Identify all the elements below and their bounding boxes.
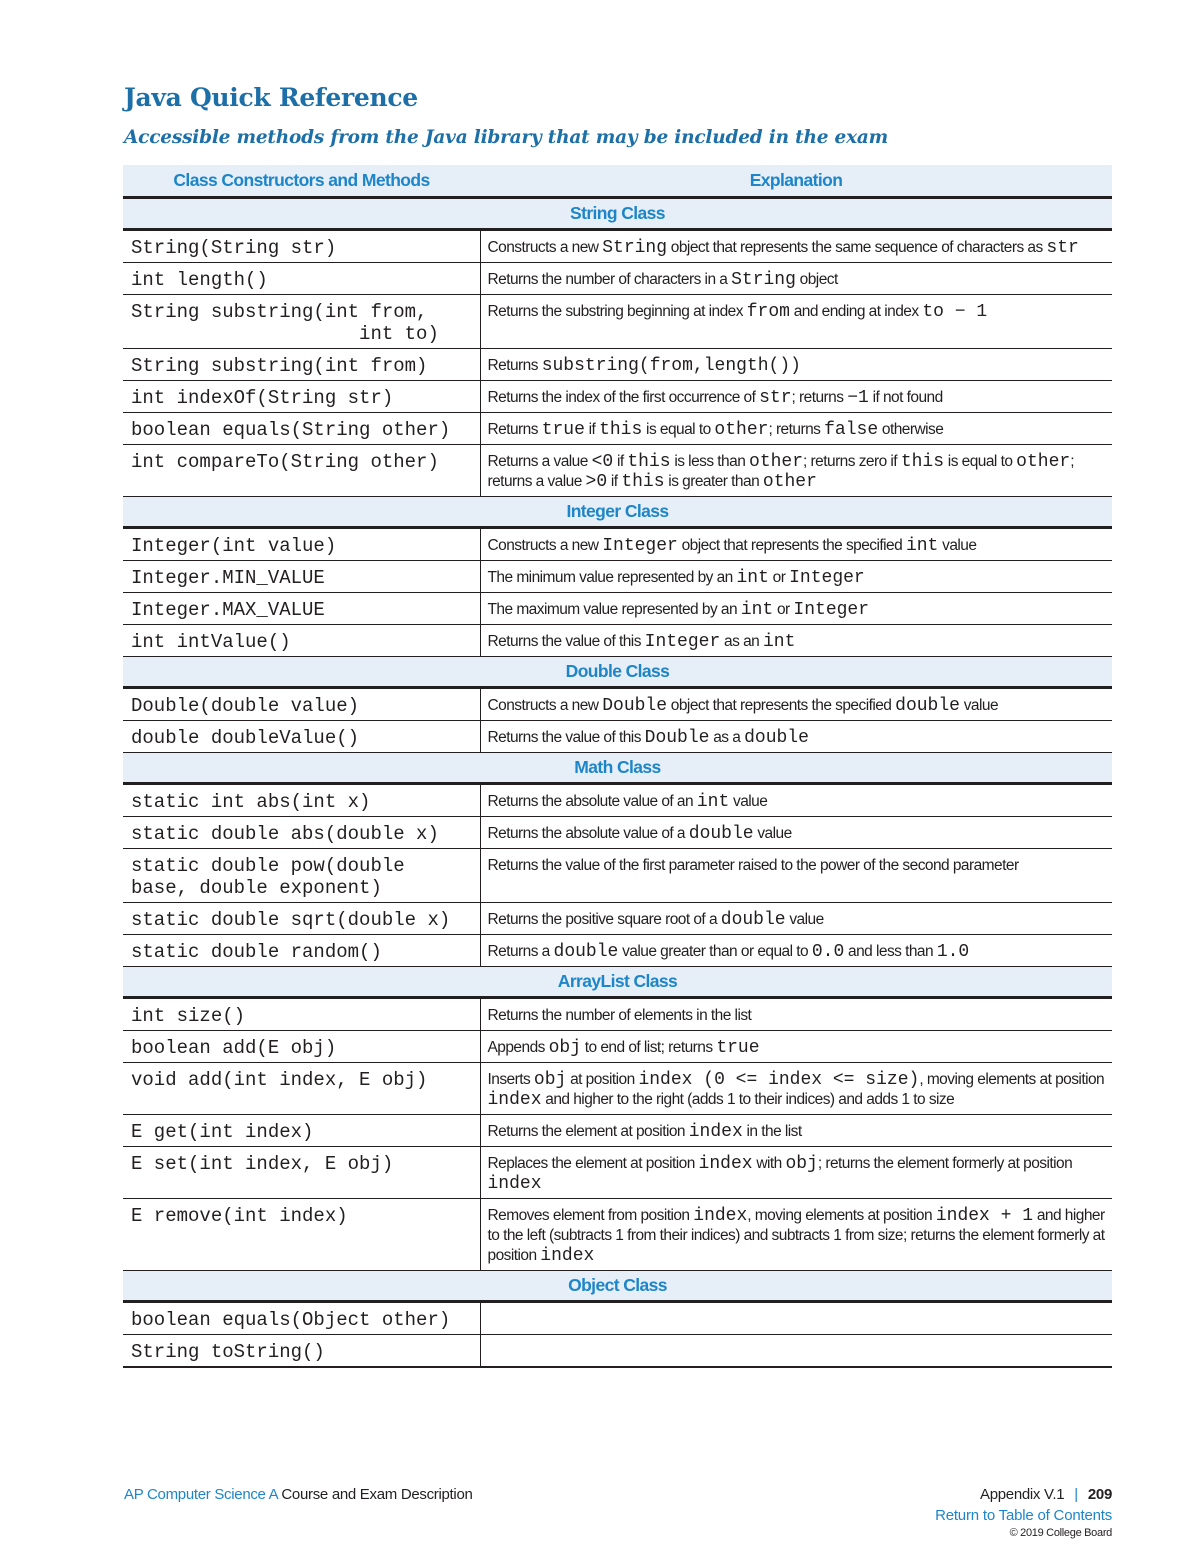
code-token: true [716, 1038, 760, 1058]
method-explanation [480, 1335, 1112, 1368]
table-row [123, 1302, 1112, 1335]
explanation-text: Appends [487, 1039, 549, 1056]
explanation-text: Constructs a new [487, 239, 603, 256]
table-row [123, 528, 1112, 561]
explanation-text: Returns the absolute value of an [487, 793, 697, 810]
table-row [123, 263, 1112, 295]
explanation-text: Returns the absolute value of a [487, 825, 689, 842]
section-header-row [123, 967, 1112, 998]
method-explanation [480, 381, 1112, 413]
code-token: index + 1 [935, 1206, 1034, 1226]
table-row [123, 817, 1112, 849]
method-explanation [480, 593, 1112, 625]
explanation-text: or [773, 601, 794, 618]
code-token: int [740, 600, 774, 620]
method-signature: int length() [123, 263, 480, 295]
code-token: 0.0 [811, 942, 845, 962]
code-token: this [627, 452, 671, 472]
method-signature: int indexOf(String str) [123, 381, 480, 413]
explanation-text: if [584, 421, 600, 438]
table-row [123, 1063, 1112, 1115]
code-token: 1.0 [936, 942, 970, 962]
code-token: double [744, 728, 809, 748]
method-explanation [480, 688, 1112, 721]
code-token: String [602, 238, 668, 258]
code-token: index [693, 1206, 748, 1226]
explanation-text: ; returns [768, 421, 825, 438]
section-header-row [123, 497, 1112, 528]
method-signature: String toString() [123, 1335, 480, 1368]
method-signature: String(String str) [123, 230, 480, 263]
explanation-text: is greater than [664, 473, 763, 490]
method-signature: int intValue() [123, 625, 480, 657]
section-title: ArrayList Class [123, 967, 1112, 998]
table-row [123, 1199, 1112, 1271]
method-explanation [480, 263, 1112, 295]
explanation-text: otherwise [878, 421, 944, 438]
code-token: obj [548, 1038, 582, 1058]
table-row [123, 625, 1112, 657]
code-token: obj [785, 1154, 818, 1174]
method-explanation [480, 445, 1112, 497]
code-token: this [621, 472, 665, 492]
code-token: index [698, 1154, 753, 1174]
explanation-text: Returns the number of characters in a [487, 271, 732, 288]
code-token: other [1016, 452, 1071, 472]
explanation-text: object that represents the specified [667, 697, 896, 714]
code-token: Integer [644, 632, 721, 652]
explanation-text: Returns a [487, 943, 554, 960]
footer-brand: AP Computer Science A [124, 1486, 278, 1503]
explanation-text: Inserts [487, 1071, 534, 1088]
method-explanation [480, 1147, 1112, 1199]
method-explanation [480, 230, 1112, 263]
method-explanation [480, 295, 1112, 349]
section-title: Math Class [123, 753, 1112, 784]
code-token: obj [533, 1070, 567, 1090]
method-explanation [480, 625, 1112, 657]
page-number: 209 [1087, 1486, 1112, 1503]
header-methods: Class Constructors and Methods [123, 165, 480, 198]
code-token: Integer [793, 600, 870, 620]
method-signature: int size() [123, 998, 480, 1031]
method-signature: String substring(int from, int to) [123, 295, 480, 349]
table-body [123, 198, 1112, 1368]
code-token: other [762, 472, 817, 492]
explanation-text: in the list [742, 1123, 802, 1140]
method-explanation [480, 1115, 1112, 1147]
explanation-text: ; returns zero if [803, 453, 901, 470]
method-signature: static double abs(double x) [123, 817, 480, 849]
method-explanation [480, 817, 1112, 849]
method-explanation [480, 721, 1112, 753]
explanation-text: The maximum value represented by an [487, 601, 741, 618]
table-header-row [123, 165, 1112, 198]
method-signature: static double pow(double base, double exponent) [123, 849, 480, 903]
explanation-text: Returns a value [487, 453, 592, 470]
code-token: double [720, 910, 786, 930]
explanation-text: value [753, 825, 792, 842]
method-signature: boolean add(E obj) [123, 1031, 480, 1063]
explanation-text: Returns the element at position [487, 1123, 689, 1140]
explanation-text: ; returns the element formerly at position [817, 1155, 1073, 1172]
code-token: str [1046, 238, 1079, 258]
section-title: String Class [123, 198, 1112, 230]
explanation-text: value [729, 793, 768, 810]
table-row [123, 903, 1112, 935]
code-token: true [541, 420, 585, 440]
section-header-row [123, 1271, 1112, 1302]
code-token: int [905, 536, 939, 556]
explanation-text: Returns the value of this [487, 729, 645, 746]
method-signature: Double(double value) [123, 688, 480, 721]
table-row [123, 295, 1112, 349]
code-token: this [900, 452, 945, 472]
explanation-text: , moving elements at position [919, 1071, 1105, 1088]
table-row [123, 561, 1112, 593]
table-row [123, 593, 1112, 625]
code-token: index [487, 1090, 542, 1110]
section-header-row [123, 753, 1112, 784]
method-explanation [480, 1199, 1112, 1271]
explanation-text: object that represents the specified [677, 537, 906, 554]
code-token: int [696, 792, 730, 812]
table-row [123, 1031, 1112, 1063]
table-row [123, 688, 1112, 721]
code-token: <0 [591, 452, 614, 472]
code-token: int [736, 568, 769, 588]
section-header-row [123, 198, 1112, 230]
table-row [123, 349, 1112, 381]
explanation-text: object that represents the same sequence of characters as [667, 239, 1047, 256]
explanation-text: Returns [487, 357, 542, 374]
java-reference-table [123, 165, 1112, 1368]
method-signature: static int abs(int x) [123, 784, 480, 817]
explanation-text: value greater than or equal to [618, 943, 812, 960]
table-row [123, 1115, 1112, 1147]
method-signature: static double random() [123, 935, 480, 967]
method-explanation [480, 903, 1112, 935]
method-signature: E remove(int index) [123, 1199, 480, 1271]
code-token: index (0 <= index <= size) [638, 1070, 920, 1090]
code-token: >0 [585, 472, 608, 492]
method-explanation [480, 561, 1112, 593]
method-signature: Integer(int value) [123, 528, 480, 561]
explanation-text: or [768, 569, 790, 586]
method-signature: Integer.MAX_VALUE [123, 593, 480, 625]
code-token: index [688, 1122, 743, 1142]
code-token: from [746, 302, 790, 322]
explanation-text: to end of list; returns [581, 1039, 717, 1056]
explanation-text: and higher to the left (subtracts 1 from their indices) and subtracts 1 from size; returns the element formerly at position [487, 1207, 1105, 1264]
explanation-text: value [938, 537, 977, 554]
explanation-text: Returns the value of this [487, 633, 645, 650]
page-title: Java Quick Reference [124, 83, 418, 112]
explanation-text: if [607, 473, 622, 490]
method-explanation [480, 1302, 1112, 1335]
explanation-text: if not found [868, 389, 943, 406]
footer-appendix [980, 1486, 1112, 1503]
code-token: substring(from,length()) [541, 356, 801, 376]
table-row [123, 935, 1112, 967]
explanation-text: at position [566, 1071, 639, 1088]
table-row [123, 381, 1112, 413]
method-explanation [480, 1031, 1112, 1063]
section-title: Object Class [123, 1271, 1112, 1302]
explanation-text: , moving elements at position [747, 1207, 936, 1224]
explanation-text: and ending at index [789, 303, 923, 320]
code-token: other [749, 452, 804, 472]
explanation-text: Returns the number of elements in the list [487, 1007, 752, 1024]
method-explanation [480, 1063, 1112, 1115]
table-row [123, 1147, 1112, 1199]
code-token: Double [602, 696, 668, 716]
method-signature: E set(int index, E obj) [123, 1147, 480, 1199]
section-title: Integer Class [123, 497, 1112, 528]
code-token: double [688, 824, 754, 844]
method-signature: void add(int index, E obj) [123, 1063, 480, 1115]
footer-course-name: Course and Exam Description [281, 1486, 473, 1503]
explanation-text: ; returns [791, 389, 848, 406]
footer-separator: | [1074, 1486, 1078, 1503]
code-token: str [759, 388, 792, 408]
method-explanation [480, 935, 1112, 967]
explanation-text: and less than [844, 943, 937, 960]
code-token: other [714, 420, 769, 440]
explanation-text: Returns [487, 421, 542, 438]
explanation-text: Constructs a new [487, 697, 603, 714]
explanation-text: Returns the substring beginning at index [487, 303, 747, 320]
table-row [123, 849, 1112, 903]
code-token: double [895, 696, 960, 716]
explanation-text: Returns the positive square root of a [487, 911, 721, 928]
method-explanation [480, 349, 1112, 381]
method-explanation [480, 528, 1112, 561]
method-explanation [480, 998, 1112, 1031]
method-signature: Integer.MIN_VALUE [123, 561, 480, 593]
page-subtitle: Accessible methods from the Java library that may be included in the exam [124, 127, 889, 148]
method-signature: boolean equals(String other) [123, 413, 480, 445]
explanation-text: Constructs a new [487, 537, 603, 554]
explanation-text: ; returns a value [487, 453, 1074, 490]
footer-course [124, 1486, 473, 1503]
explanation-text: as an [720, 633, 763, 650]
toc-link[interactable]: Return to Table of Contents [935, 1507, 1112, 1524]
copyright: © 2019 College Board [1009, 1527, 1112, 1539]
explanation-text: value [785, 911, 824, 928]
code-token: false [824, 420, 879, 440]
code-token: index [540, 1246, 595, 1266]
code-token: −1 [847, 388, 869, 408]
code-token: Integer [602, 536, 678, 556]
code-token: this [599, 420, 643, 440]
explanation-text: object [795, 271, 838, 288]
method-signature: String substring(int from) [123, 349, 480, 381]
explanation-text: The minimum value represented by an [487, 569, 737, 586]
appendix-label: Appendix V.1 [979, 1486, 1065, 1503]
explanation-text: is less than [670, 453, 750, 470]
table-row [123, 1335, 1112, 1368]
explanation-text: Replaces the element at position [487, 1155, 699, 1172]
table-row [123, 998, 1112, 1031]
explanation-text: Returns the index of the first occurrence of [487, 389, 760, 406]
section-header-row [123, 657, 1112, 688]
method-signature: double doubleValue() [123, 721, 480, 753]
explanation-text: and higher to the right (adds 1 to their indices) and adds 1 to size [541, 1091, 955, 1108]
code-token: index [487, 1174, 542, 1194]
code-token: Integer [789, 568, 865, 588]
method-explanation [480, 413, 1112, 445]
explanation-text: with [752, 1155, 786, 1172]
method-signature: E get(int index) [123, 1115, 480, 1147]
code-token: Double [644, 728, 710, 748]
method-explanation [480, 784, 1112, 817]
explanation-text: Returns the value of the first parameter raised to the power of the second parameter [487, 857, 1019, 874]
method-explanation [480, 849, 1112, 903]
method-signature: static double sqrt(double x) [123, 903, 480, 935]
section-title: Double Class [123, 657, 1112, 688]
explanation-text: Removes element from position [487, 1207, 694, 1224]
table-row [123, 445, 1112, 497]
method-signature: int compareTo(String other) [123, 445, 480, 497]
code-token: double [553, 942, 619, 962]
code-token: to − 1 [922, 302, 988, 322]
explanation-text: is equal to [642, 421, 715, 438]
explanation-text: as a [709, 729, 745, 746]
method-signature: boolean equals(Object other) [123, 1302, 480, 1335]
explanation-text: is equal to [944, 453, 1017, 470]
code-token: int [762, 632, 796, 652]
explanation-text: value [959, 697, 999, 714]
table-row [123, 413, 1112, 445]
explanation-text: if [613, 453, 628, 470]
code-token: String [731, 270, 796, 290]
table-row [123, 784, 1112, 817]
table-row [123, 230, 1112, 263]
table-row [123, 721, 1112, 753]
header-explanation: Explanation [480, 165, 1112, 198]
